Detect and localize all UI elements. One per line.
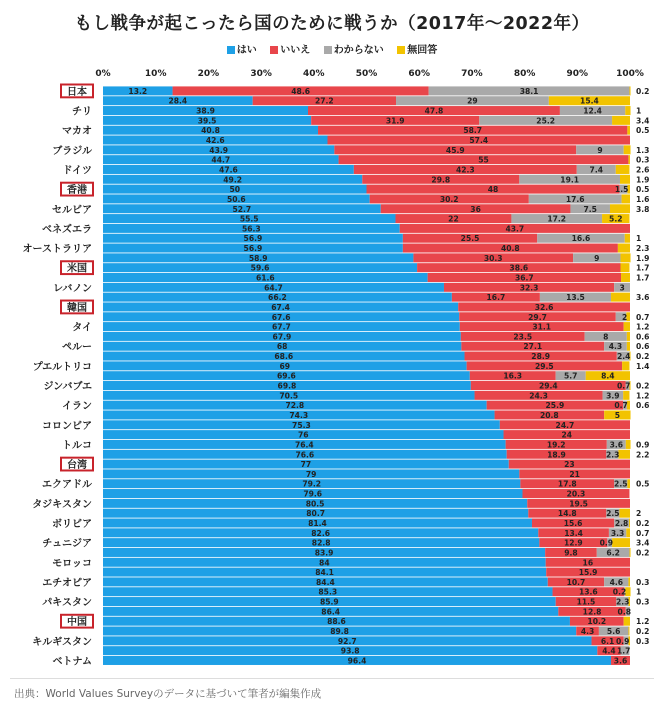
bar-value-label: 85.9 xyxy=(319,597,339,607)
bar-value-label: 93.8 xyxy=(340,646,360,656)
bar-value-label: 30.2 xyxy=(439,194,459,204)
bar-value-label: 6.2 xyxy=(606,548,620,558)
bar-segment-no-answer xyxy=(612,538,630,547)
bar-value-label: 59.6 xyxy=(250,263,270,273)
bar-value-label: 21 xyxy=(569,469,580,479)
bar-value-label: 1.6 xyxy=(636,194,650,204)
bar-segment-no-answer xyxy=(629,518,630,527)
bar-value-label: 64.7 xyxy=(264,283,283,293)
bar-value-label: 3.8 xyxy=(636,204,650,214)
bar-value-label: 1.7 xyxy=(636,273,650,283)
bar-value-label: 48.6 xyxy=(291,86,310,96)
bar-value-label: 28.4 xyxy=(168,96,188,106)
bar-value-label: 32.3 xyxy=(519,283,539,293)
bar-value-label: 55 xyxy=(478,155,489,165)
bar-value-label: 43.7 xyxy=(505,224,525,234)
bar-value-label: 69.8 xyxy=(277,381,297,391)
country-label: パキスタン xyxy=(42,597,92,609)
bar-segment-no-answer xyxy=(627,479,630,488)
bar-value-label: 17.2 xyxy=(547,214,567,224)
bar-value-label: 88.6 xyxy=(327,617,346,627)
bar-value-label: 2.5 xyxy=(606,509,620,519)
bar-value-label: 3 xyxy=(619,283,625,293)
x-tick-label: 10% xyxy=(144,69,167,79)
bar-value-label: 76 xyxy=(297,430,309,440)
bar-value-label: 2.2 xyxy=(636,450,650,460)
bar-value-label: 0.7 xyxy=(636,312,650,322)
bar-value-label: 69 xyxy=(279,361,291,371)
bar-segment-no-answer xyxy=(627,126,630,135)
bar-value-label: 3.6 xyxy=(609,440,624,450)
bar-segment-no-answer xyxy=(611,293,630,302)
bar-value-label: 58.9 xyxy=(248,253,268,263)
bar-value-label: 43.9 xyxy=(209,145,229,155)
country-label: 中国 xyxy=(67,617,87,629)
country-label: ドイツ xyxy=(62,165,92,177)
bar-value-label: 3.9 xyxy=(606,391,620,401)
x-tick-label: 50% xyxy=(355,69,378,79)
bar-value-label: 96.4 xyxy=(347,656,367,666)
country-label: タジキスタン xyxy=(32,499,92,511)
bar-value-label: 2.3 xyxy=(615,597,630,607)
bar-value-label: 28.9 xyxy=(531,352,551,362)
bar-value-label: 7.4 xyxy=(589,165,603,175)
bar-value-label: 1.2 xyxy=(636,391,650,401)
bar-value-label: 0.7 xyxy=(614,401,628,411)
bar-value-label: 15.6 xyxy=(563,518,583,528)
bar-value-label: 31.9 xyxy=(385,116,405,126)
bar-value-label: 0.2 xyxy=(612,587,627,597)
bar-value-label: 25.5 xyxy=(460,234,480,244)
country-label: イラン xyxy=(62,401,92,413)
country-label: タイ xyxy=(72,322,92,334)
bar-value-label: 0.3 xyxy=(636,636,650,646)
bar-value-label: 5.6 xyxy=(606,627,621,637)
bar-value-label: 56.9 xyxy=(243,234,263,244)
legend-label-dont-know: わからない xyxy=(333,45,384,56)
bar-value-label: 24.3 xyxy=(529,391,548,401)
bar-value-label: 42.3 xyxy=(455,165,475,175)
bar-value-label: 82.6 xyxy=(311,528,331,538)
bar-value-label: 84.1 xyxy=(315,568,334,578)
bar-value-label: 4.4 xyxy=(602,646,616,656)
country-label: 台湾 xyxy=(67,460,87,472)
bar-value-label: 0.2 xyxy=(636,352,650,362)
x-tick-label: 60% xyxy=(408,69,430,79)
bar-value-label: 0.7 xyxy=(636,528,650,538)
bar-value-label: 2 xyxy=(622,312,628,322)
footer-divider xyxy=(10,678,654,679)
x-tick-label: 0% xyxy=(95,69,111,79)
bar-value-label: 24.7 xyxy=(555,420,575,430)
bar-value-label: 36 xyxy=(470,204,481,214)
bar-value-label: 0.2 xyxy=(636,381,650,391)
bar-value-label: 30.3 xyxy=(483,253,503,263)
bar-value-label: 23 xyxy=(564,460,575,470)
bar-segment-no-answer xyxy=(624,145,631,154)
bar-value-label: 80.5 xyxy=(305,499,325,509)
bar-value-label: 3.4 xyxy=(636,538,650,548)
bar-value-label: 32.6 xyxy=(534,302,554,312)
bar-value-label: 44.7 xyxy=(211,155,231,165)
bar-value-label: 16.6 xyxy=(571,234,591,244)
bar-value-label: 0.6 xyxy=(636,401,650,411)
country-label: エクアドル xyxy=(42,479,92,491)
bar-value-label: 22 xyxy=(448,214,459,224)
bar-value-label: 12.9 xyxy=(563,538,583,548)
bar-value-label: 84 xyxy=(319,558,330,568)
bar-segment-no-answer xyxy=(622,361,629,370)
bar-value-label: 2.3 xyxy=(636,244,650,254)
bar-value-label: 2.8 xyxy=(614,518,629,528)
bar-value-label: 19.1 xyxy=(560,175,580,185)
bar-value-label: 83.9 xyxy=(314,548,334,558)
bar-value-label: 47.6 xyxy=(219,165,238,175)
bar-value-label: 67.7 xyxy=(272,322,291,332)
bar-segment-no-answer xyxy=(621,263,630,272)
bar-value-label: 16.7 xyxy=(486,293,506,303)
bar-value-label: 23.5 xyxy=(513,332,533,342)
bar-value-label: 8 xyxy=(603,332,609,342)
bar-value-label: 13.4 xyxy=(564,528,583,538)
bar-value-label: 14.8 xyxy=(557,509,577,519)
bar-value-label: 13.2 xyxy=(128,86,148,96)
bar-segment-no-answer xyxy=(619,509,630,518)
bar-value-label: 47.8 xyxy=(424,106,444,116)
bar-segment-no-answer xyxy=(627,332,630,341)
bar-value-label: 0.9 xyxy=(615,636,630,646)
bar-value-label: 0.3 xyxy=(636,597,650,607)
bar-value-label: 67.4 xyxy=(271,302,290,312)
bar-value-label: 0.7 xyxy=(617,381,631,391)
bar-value-label: 0.3 xyxy=(636,155,650,165)
bar-value-label: 3.4 xyxy=(636,116,650,126)
bar-value-label: 49.2 xyxy=(223,175,243,185)
bar-value-label: 40.8 xyxy=(500,244,520,254)
bar-value-label: 15.9 xyxy=(578,568,598,578)
bar-value-label: 11.5 xyxy=(576,597,596,607)
bar-segment-no-answer xyxy=(626,528,630,537)
source-note: 出典：World Values Surveyのデータに基づいて筆者が編集作成 xyxy=(14,688,322,700)
country-label: キルギスタン xyxy=(32,636,92,648)
bar-segment-no-answer xyxy=(628,155,630,164)
bar-segment-no-answer xyxy=(610,204,630,213)
bar-value-label: 55.5 xyxy=(239,214,259,224)
bar-value-label: 25.2 xyxy=(536,116,556,126)
chart-title: もし戦争が起こったら国のために戦うか（2017年〜2022年） xyxy=(74,14,590,34)
bar-value-label: 5 xyxy=(614,410,621,420)
country-label: 米国 xyxy=(67,263,87,275)
country-label: エチオピア xyxy=(42,577,92,589)
bar-value-label: 0.9 xyxy=(636,440,650,450)
bar-value-label: 15.4 xyxy=(580,96,599,106)
bar-segment-no-answer xyxy=(629,86,630,95)
bar-value-label: 1.3 xyxy=(636,145,650,155)
x-tick-label: 20% xyxy=(197,69,220,79)
bar-segment-no-answer xyxy=(618,450,630,459)
bar-segment-no-answer xyxy=(623,391,629,400)
x-tick-label: 40% xyxy=(303,69,325,79)
bar-value-label: 74.3 xyxy=(289,410,309,420)
bar-value-label: 57.4 xyxy=(469,136,489,146)
bar-value-label: 17.8 xyxy=(557,479,577,489)
bar-value-label: 4.3 xyxy=(580,627,595,637)
bar-segment-no-answer xyxy=(622,194,630,203)
bar-segment-no-answer xyxy=(620,175,630,184)
bar-value-label: 70.5 xyxy=(279,391,299,401)
country-label: ジンバブエ xyxy=(43,381,92,393)
bar-value-label: 75.3 xyxy=(292,420,311,430)
bar-value-label: 13.5 xyxy=(566,293,585,303)
bar-value-label: 1.2 xyxy=(636,322,650,332)
bar-value-label: 4.6 xyxy=(609,577,624,587)
bar-value-label: 16 xyxy=(582,558,594,568)
x-tick-label: 30% xyxy=(250,69,272,79)
bar-value-label: 12.8 xyxy=(582,607,602,617)
bar-value-label: 10.7 xyxy=(566,577,586,587)
bar-value-label: 0.2 xyxy=(636,518,650,528)
bar-value-label: 86.4 xyxy=(321,607,341,617)
bar-value-label: 92.7 xyxy=(337,636,357,646)
bar-value-label: 12.4 xyxy=(583,106,602,116)
bar-value-label: 9 xyxy=(594,253,600,263)
bar-value-label: 67.9 xyxy=(272,332,292,342)
bar-value-label: 29.7 xyxy=(528,312,547,322)
bar-value-label: 31.1 xyxy=(532,322,552,332)
bar-segment-no-answer xyxy=(629,548,630,557)
bar-segment-no-answer xyxy=(624,617,630,626)
bar-value-label: 45.9 xyxy=(445,145,465,155)
bar-value-label: 1.9 xyxy=(636,175,650,185)
bar-value-label: 19.5 xyxy=(569,499,588,509)
bar-value-label: 2.5 xyxy=(614,479,628,489)
bar-segment-no-answer xyxy=(625,234,630,243)
bar-value-label: 79.6 xyxy=(303,489,323,499)
country-label: マカオ xyxy=(62,126,92,138)
bar-value-label: 72.8 xyxy=(285,401,305,411)
bar-value-label: 38.9 xyxy=(196,106,215,116)
bar-segment-no-answer xyxy=(621,253,631,262)
legend-label-no-answer: 無回答 xyxy=(407,45,438,56)
x-tick-label: 80% xyxy=(513,69,536,79)
bar-value-label: 16.3 xyxy=(503,371,523,381)
country-label: ブラジル xyxy=(52,145,92,157)
bar-value-label: 76.6 xyxy=(295,450,315,460)
bar-value-label: 48 xyxy=(487,185,499,195)
bar-value-label: 17.6 xyxy=(565,194,585,204)
country-label: チリ xyxy=(72,106,92,118)
bar-value-label: 80.7 xyxy=(306,509,326,519)
bar-value-label: 1.2 xyxy=(636,617,650,627)
bar-value-label: 13.6 xyxy=(578,587,598,597)
bar-value-label: 2.4 xyxy=(617,352,631,362)
bar-segment-no-answer xyxy=(612,116,630,125)
bar-value-label: 89.8 xyxy=(330,627,349,637)
bar-value-label: 3.3 xyxy=(610,528,625,538)
bar-value-label: 56.3 xyxy=(241,224,261,234)
bar-value-label: 40.8 xyxy=(201,126,220,136)
bar-segment-no-answer xyxy=(628,627,629,636)
bar-value-label: 3.6 xyxy=(636,293,650,303)
bar-value-label: 1.5 xyxy=(614,185,629,195)
bar-value-label: 76.4 xyxy=(294,440,314,450)
bar-value-label: 0.6 xyxy=(636,332,650,342)
legend-label-yes: はい xyxy=(236,45,257,56)
bar-value-label: 67.6 xyxy=(271,312,291,322)
bar-value-label: 38.6 xyxy=(509,263,529,273)
bar-value-label: 39.5 xyxy=(197,116,217,126)
country-label: セルビア xyxy=(52,204,92,216)
bar-value-label: 61.6 xyxy=(255,273,275,283)
bar-value-label: 82.8 xyxy=(311,538,331,548)
bar-value-label: 50.6 xyxy=(226,194,246,204)
country-label: トルコ xyxy=(62,440,92,452)
bar-value-label: 56.9 xyxy=(243,244,263,254)
bar-value-label: 1.7 xyxy=(636,263,650,273)
bar-value-label: 2.3 xyxy=(605,450,620,460)
country-label: 香港 xyxy=(67,185,87,197)
country-label: 日本 xyxy=(67,86,87,98)
bar-value-label: 2.6 xyxy=(636,165,650,175)
bar-segment-no-answer xyxy=(618,244,630,253)
bar-value-label: 1.4 xyxy=(636,361,650,371)
bar-value-label: 25.9 xyxy=(545,401,565,411)
bar-value-label: 8.4 xyxy=(601,371,615,381)
bar-value-label: 38.1 xyxy=(519,86,539,96)
country-label: オーストラリア xyxy=(22,244,92,256)
bar-value-label: 0.5 xyxy=(636,479,650,489)
country-label: 韓国 xyxy=(67,302,87,314)
country-label: モロッコ xyxy=(52,558,92,570)
bar-value-label: 1.7 xyxy=(617,646,631,656)
bar-value-label: 0.2 xyxy=(636,627,650,637)
bar-segment-no-answer xyxy=(624,322,630,331)
bar-value-label: 2 xyxy=(636,509,642,519)
x-tick-label: 90% xyxy=(566,69,589,79)
bar-value-label: 18.9 xyxy=(547,450,566,460)
bar-value-label: 5.2 xyxy=(609,214,623,224)
bar-value-label: 52.7 xyxy=(232,204,252,214)
bar-value-label: 42.6 xyxy=(205,136,225,146)
bar-segment-no-answer xyxy=(628,577,630,586)
bar-value-label: 69.6 xyxy=(277,371,296,381)
bar-segment-no-answer xyxy=(621,273,630,282)
bar-value-label: 0.3 xyxy=(636,577,650,587)
country-label: ボリビア xyxy=(52,518,92,530)
bar-value-label: 9 xyxy=(597,145,603,155)
bar-value-label: 84.4 xyxy=(316,577,335,587)
country-label: ベトナム xyxy=(52,656,92,668)
bar-value-label: 79.2 xyxy=(302,479,322,489)
bar-segment-no-answer xyxy=(625,106,630,115)
bar-value-label: 9.8 xyxy=(564,548,578,558)
country-label: コロンビア xyxy=(42,420,92,432)
bar-value-label: 19.2 xyxy=(546,440,566,450)
bar-value-label: 24 xyxy=(561,430,573,440)
bar-value-label: 50 xyxy=(229,185,241,195)
bar-value-label: 0.6 xyxy=(636,342,650,352)
bar-value-label: 29.4 xyxy=(538,381,558,391)
bar-value-label: 0.8 xyxy=(617,607,631,617)
bar-value-label: 0.5 xyxy=(636,185,650,195)
bar-value-label: 20.8 xyxy=(539,410,559,420)
bar-value-label: 29.5 xyxy=(534,361,554,371)
bar-segment-no-answer xyxy=(616,165,630,174)
country-label: ペルー xyxy=(62,342,92,354)
bar-segment-no-answer xyxy=(627,342,630,351)
country-label: チュニジア xyxy=(42,538,92,550)
x-tick-label: 100% xyxy=(616,69,644,79)
bar-value-label: 0.5 xyxy=(636,126,650,136)
bar-value-label: 68.6 xyxy=(274,352,294,362)
bar-value-label: 0.2 xyxy=(636,86,650,96)
country-label: ベネズエラ xyxy=(42,224,92,236)
bar-value-label: 0.2 xyxy=(636,548,650,558)
country-label: レバノン xyxy=(53,283,92,295)
bar-value-label: 6.1 xyxy=(600,636,615,646)
bar-value-label: 29 xyxy=(467,96,478,106)
bar-value-label: 1 xyxy=(636,587,642,597)
legend-label-no: いいえ xyxy=(280,45,311,56)
country-label: プエルトリコ xyxy=(32,361,92,373)
bar-value-label: 0.9 xyxy=(599,538,614,548)
bar-value-label: 4.3 xyxy=(608,342,623,352)
bar-value-label: 81.4 xyxy=(308,518,327,528)
bar-value-label: 3.6 xyxy=(613,656,628,666)
bar-value-label: 36.7 xyxy=(514,273,534,283)
bar-value-label: 85.3 xyxy=(318,587,338,597)
bar-value-label: 1.9 xyxy=(636,253,650,263)
bar-value-label: 5.7 xyxy=(563,371,578,381)
bar-segment-no-answer xyxy=(626,440,631,449)
bar-value-label: 7.5 xyxy=(583,204,597,214)
bar-value-label: 1 xyxy=(636,106,642,116)
bar-value-label: 77 xyxy=(300,460,312,470)
x-tick-label: 70% xyxy=(461,69,483,79)
bar-value-label: 1 xyxy=(636,234,642,244)
bar-value-label: 68 xyxy=(276,342,288,352)
bar-value-label: 27.1 xyxy=(523,342,543,352)
bar-value-label: 20.3 xyxy=(566,489,586,499)
bar-value-label: 79 xyxy=(305,469,317,479)
bar-value-label: 10.2 xyxy=(587,617,607,627)
bar-value-label: 58.7 xyxy=(463,126,483,136)
bar-value-label: 66.2 xyxy=(268,293,287,303)
bar-value-label: 29.8 xyxy=(431,175,451,185)
bar-value-label: 27.2 xyxy=(314,96,334,106)
